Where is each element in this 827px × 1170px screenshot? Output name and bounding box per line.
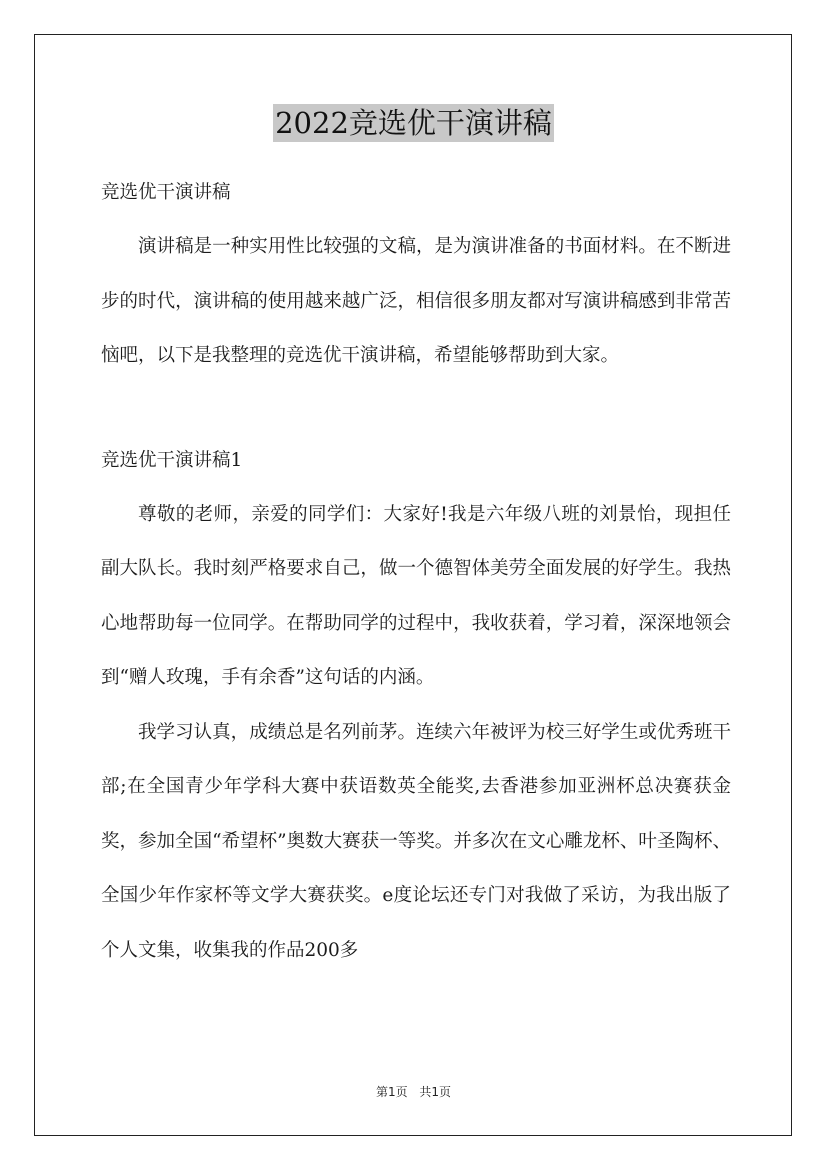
section-spacer bbox=[101, 384, 731, 438]
document-title: 2022竞选优干演讲稿 bbox=[275, 106, 552, 140]
page-total: 共1页 bbox=[419, 1085, 452, 1099]
intro-heading: 竞选优干演讲稿 bbox=[101, 182, 231, 203]
page-number: 第1页 bbox=[375, 1085, 408, 1099]
page-footer bbox=[0, 1083, 827, 1100]
intro-paragraph: 演讲稿是一种实用性比较强的文稿，是为演讲准备的书面材料。在不断进步的时代，演讲稿的使用越来越广泛，相信很多朋友都对写演讲稿感到非常苦恼吧，以下是我整理的竞选优干演讲稿，希望能够帮助到大家。 bbox=[101, 236, 731, 366]
section-heading: 竞选优干演讲稿1 bbox=[101, 449, 243, 471]
section-paragraph-2: 我学习认真，成绩总是名列前茅。连续六年被评为校三好学生或优秀班干部;在全国青少年学科大赛中获语数英全能奖,去香港参加亚洲杯总决赛获金奖，参加全国“希望杯”奥数大赛获一等奖。并多次在文心雕龙杯、叶圣陶杯、全国少年作家杯等文学大赛获奖。e度论坛还专门对我做了采访，为我出版了个人文集，收集我的作品200多 bbox=[101, 721, 731, 961]
section-paragraph-1: 尊敬的老师，亲爱的同学们：大家好!我是六年级八班的刘景怡，现担任副大队长。我时刻严格要求自己，做一个德智体美劳全面发展的好学生。我热心地帮助每一位同学。在帮助同学的过程中，我收获着，学习着，深深地领会到“赠人玫瑰，手有余香”这句话的内涵。 bbox=[101, 503, 731, 688]
document-body bbox=[101, 170, 731, 978]
title-container bbox=[0, 104, 827, 142]
